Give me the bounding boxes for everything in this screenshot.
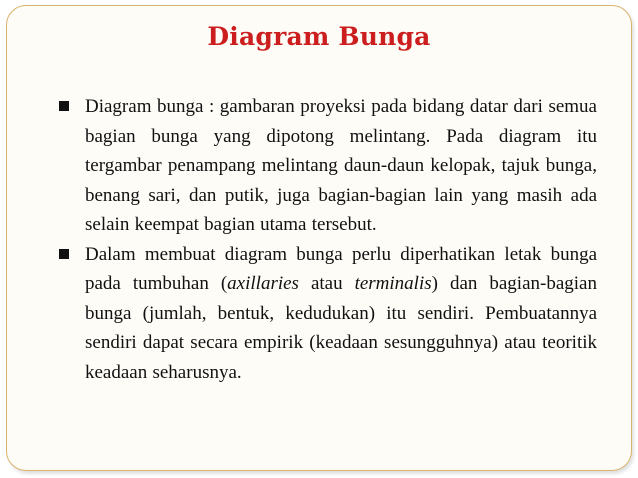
bullet-text-part3: ) dan bagian-bagian bunga (jumlah, bentuk, kedudukan) itu sendiri. Pembuatannya sendiri dapat secara empirik (keadaan sesungguhnya) atau teoritik keadaan seharusnya. — [85, 273, 597, 383]
square-bullet-icon — [59, 101, 69, 111]
bullet-text-part2: atau — [298, 273, 355, 294]
bullet-item-procedure — [57, 240, 597, 388]
bullet-item-definition — [57, 92, 597, 240]
italic-term-terminalis: terminalis — [354, 273, 432, 294]
slide-frame — [6, 5, 632, 471]
italic-term-axillaries: axillaries — [227, 273, 299, 294]
square-bullet-icon — [59, 249, 69, 259]
bullet-text-part1: Dalam membuat diagram bunga perlu diperhatikan letak bunga pada tumbuhan ( — [85, 243, 597, 294]
bullet-list — [57, 92, 597, 387]
bullet-text: Diagram bunga : gambaran proyeksi pada bidang datar dari semua bagian bunga yang dipotong melintang. Pada diagram itu tergambar penampang melintang daun-daun kelopak, tajuk bunga, benang sari, dan putik, juga bagian-bagian lain yang masih ada selain keempat bagian utama tersebut. — [85, 96, 597, 235]
slide-title: Diagram Bunga — [207, 22, 431, 51]
